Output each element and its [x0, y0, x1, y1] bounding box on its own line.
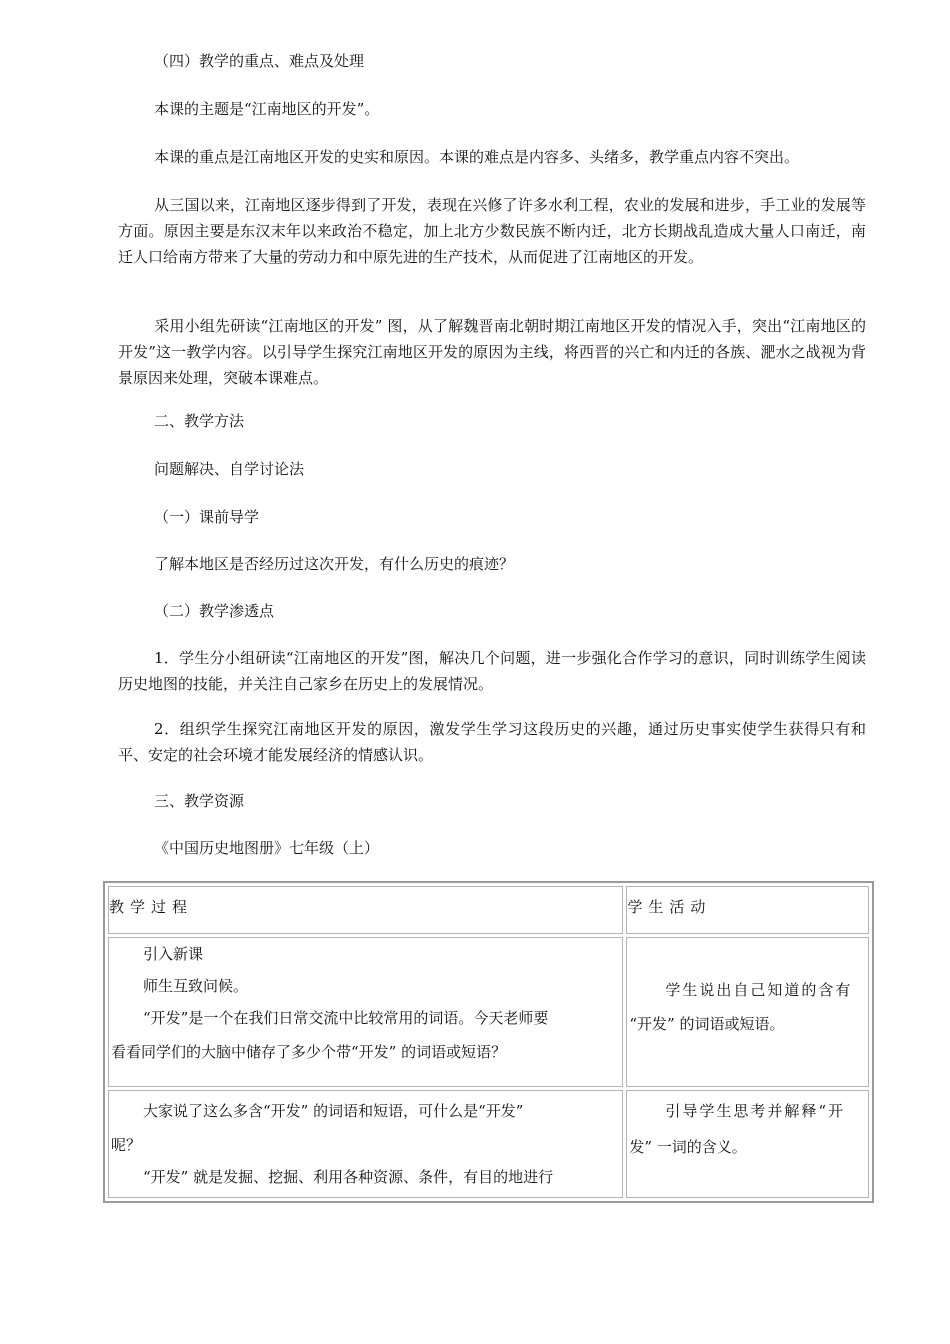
table-row [108, 937, 869, 1087]
point-one-paragraph [118, 645, 866, 697]
section-heading-methods: 二、教学方法 [154, 412, 245, 430]
development-paragraph [118, 192, 866, 270]
theme-paragraph: 本课的主题是“江南地区的开发”。 [154, 100, 380, 118]
row2-activity-line: 发” 一词的含义。 [629, 1138, 747, 1156]
row2-process-cell [108, 1090, 623, 1198]
preclass-paragraph: 了解本地区是否经历过这次开发，有什么历史的痕迹？ [154, 555, 515, 573]
section-heading-infiltration: （二）教学渗透点 [154, 602, 275, 620]
focus-paragraph: 本课的重点是江南地区开发的史实和原因。本课的难点是内容多、头绪多，教学重点内容不突出。 [154, 148, 800, 166]
approach-paragraph [118, 313, 866, 391]
row2-process-line: 大家说了这么多含“开发” 的词语和短语，可什么是“开发” [143, 1102, 524, 1120]
row2-process-line: “开发” 就是发掘、挖掘、利用各种资源、条件，有目的地进行 [143, 1168, 554, 1186]
table-header-row [108, 886, 869, 934]
section-heading-resources: 三、教学资源 [154, 792, 245, 810]
row2-activity-line: 引导学生思考并解释“开 [665, 1102, 846, 1120]
point-two-paragraph [118, 716, 866, 768]
header-process-label: 教学过程 [109, 898, 194, 916]
lesson-process-table [103, 881, 874, 1203]
row1-activity-line: 学生说出自己知道的含有 [665, 981, 853, 999]
row1-process-line: 看看同学们的大脑中储存了多少个带“开发” 的词语或短语？ [111, 1043, 507, 1061]
approach-paragraph-text: 采用小组先研读“江南地区的开发” 图，从了解魏晋南北朝时期江南地区开发的情况入手，突出“江南地区的开发”这一教学内容。以引导学生探究江南地区开发的原因为主线，将西晋的兴亡和内迁的各族、淝水之战视为背景原因来处理，突破本课难点。 [118, 317, 866, 387]
resources-paragraph: 《中国历史地图册》七年级（上） [154, 839, 380, 857]
section-heading-key-points: （四）教学的重点、难点及处理 [154, 52, 365, 70]
section-heading-preclass: （一）课前导学 [154, 508, 260, 526]
row1-process-line: 引入新课 [143, 945, 204, 963]
point-one-text: 1．学生分小组研读“江南地区的开发”图，解决几个问题，进一步强化合作学习的意识，同时训练学生阅读历史地图的技能，并关注自己家乡在历史上的发展情况。 [118, 649, 866, 693]
methods-paragraph: 问题解决、自学讨论法 [154, 460, 305, 478]
row2-process-line: 呢？ [111, 1136, 142, 1154]
development-paragraph-text: 从三国以来，江南地区逐步得到了开发，表现在兴修了许多水利工程，农业的发展和进步，手工业的发展等方面。原因主要是东汉末年以来政治不稳定，加上北方少数民族不断内迁，北方长期战乱造成大量人口南迁，南迁人口给南方带来了大量的劳动力和中原先进的生产技术，从而促进了江南地区的开发。 [118, 196, 866, 266]
table-row [108, 1090, 869, 1198]
row1-process-line: “开发”是一个在我们日常交流中比较常用的词语。今天老师要 [143, 1009, 549, 1027]
row1-process-cell [108, 937, 623, 1087]
row1-activity-cell [626, 937, 869, 1087]
header-activity-label: 学生活动 [627, 898, 712, 916]
row2-activity-cell [626, 1090, 869, 1198]
row1-process-line: 师生互致问候。 [143, 977, 249, 995]
point-two-text: 2．组织学生探究江南地区开发的原因，激发学生学习这段历史的兴趣，通过历史事实使学生获得只有和平、安定的社会环境才能发展经济的情感认识。 [118, 720, 866, 764]
row1-activity-line: “开发” 的词语或短语。 [629, 1015, 785, 1033]
header-activity [626, 886, 869, 934]
header-process [108, 886, 623, 934]
